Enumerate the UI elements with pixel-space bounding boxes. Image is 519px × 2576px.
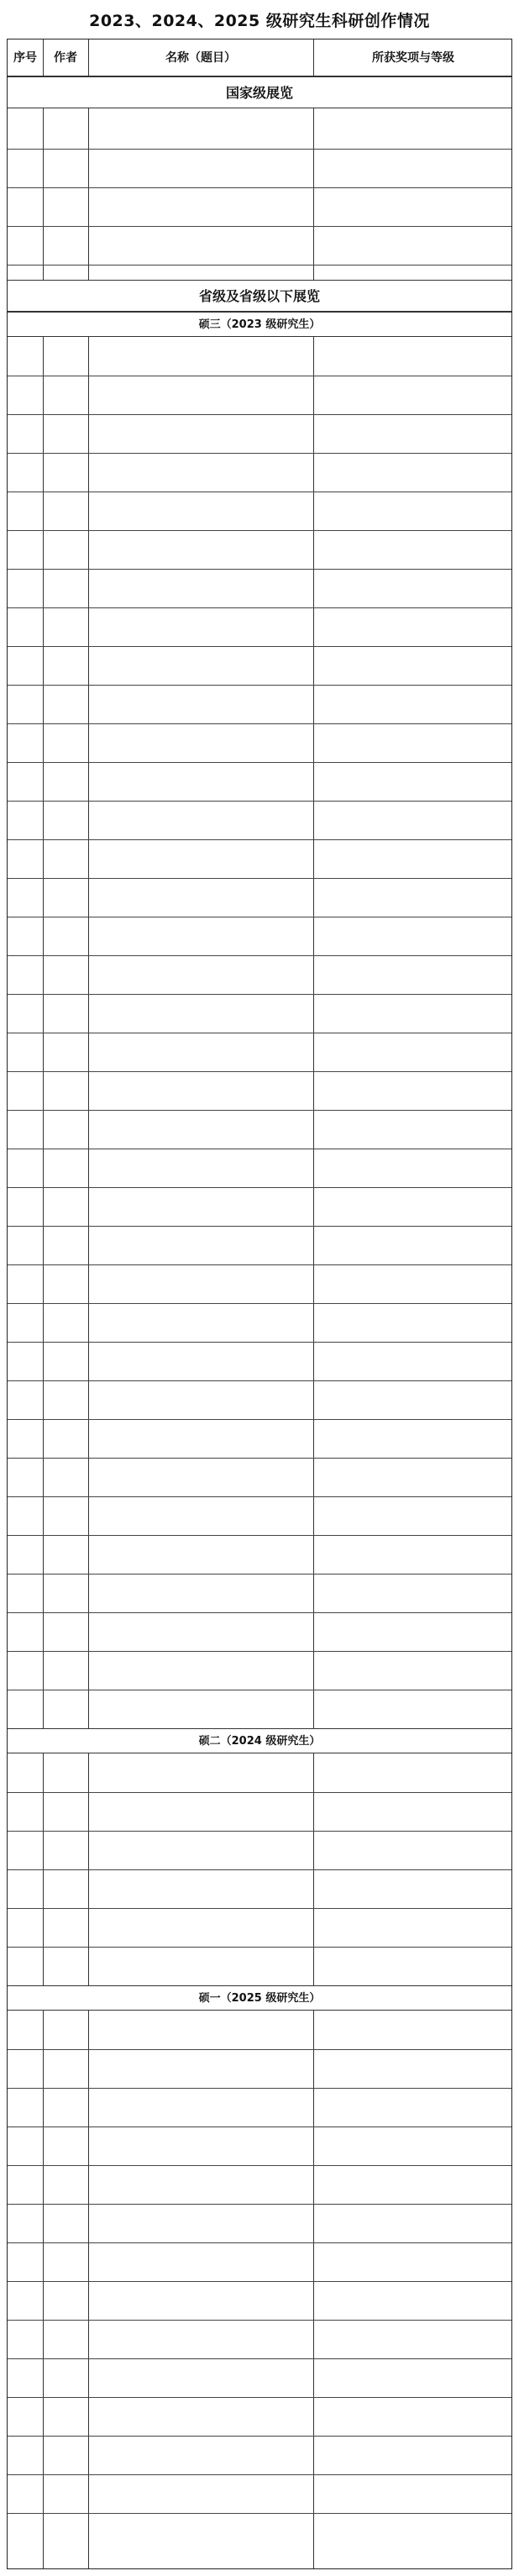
table-header — [8, 39, 511, 76]
subsection-grade-2025: 硕一（2025 级研究生） — [8, 1985, 511, 2011]
row-separator — [8, 1071, 511, 1072]
row-separator — [8, 2320, 511, 2321]
row-separator — [8, 1187, 511, 1188]
row-separator — [8, 226, 511, 227]
section-provincial: 省级及省级以下展览 — [8, 280, 511, 312]
row-separator — [8, 453, 511, 454]
row-separator — [8, 801, 511, 802]
row-separator — [8, 530, 511, 531]
row-separator — [8, 1869, 511, 1870]
column-header-name: 名称（题目） — [165, 51, 236, 65]
subsection-grade-2024: 硕二（2024 级研究生） — [8, 1728, 511, 1753]
column-header-no: 序号 — [13, 51, 37, 65]
section-national: 国家级展览 — [8, 76, 511, 108]
row-separator — [8, 1458, 511, 1459]
row-separator — [8, 1380, 511, 1381]
row-separator — [8, 1535, 511, 1536]
row-separator — [8, 2165, 511, 2166]
row-separator — [8, 685, 511, 686]
row-separator — [8, 2513, 511, 2514]
row-separator — [8, 2049, 511, 2050]
row-separator — [8, 1908, 511, 1909]
row-separator — [8, 2474, 511, 2475]
subsection-grade-2023: 硕三（2023 级研究生） — [8, 312, 511, 337]
row-separator — [8, 1496, 511, 1497]
row-separator — [8, 2242, 511, 2243]
column-header-award: 所获奖项与等级 — [372, 51, 454, 65]
row-separator — [8, 762, 511, 763]
column-divider — [43, 39, 44, 2568]
row-separator — [8, 878, 511, 879]
row-separator — [8, 1419, 511, 1420]
row-separator — [8, 1342, 511, 1343]
page-bottom-margin — [0, 2571, 519, 2576]
row-separator — [8, 646, 511, 647]
row-separator — [8, 1792, 511, 1793]
row-separator — [8, 149, 511, 150]
row-separator — [8, 1947, 511, 1948]
row-separator — [8, 2281, 511, 2282]
row-separator — [8, 839, 511, 840]
column-header-author: 作者 — [54, 51, 77, 65]
row-separator — [8, 2358, 511, 2359]
row-separator — [8, 955, 511, 956]
row-separator — [8, 1226, 511, 1227]
document-title: 2023、2024、2025 级研究生科研创作情况 — [89, 12, 430, 30]
row-separator — [8, 1831, 511, 1832]
row-separator — [8, 187, 511, 188]
row-separator — [8, 414, 511, 415]
row-separator — [8, 994, 511, 995]
row-separator — [8, 1264, 511, 1265]
row-separator — [8, 607, 511, 608]
row-separator — [8, 2204, 511, 2205]
row-separator — [8, 1110, 511, 1111]
row-separator — [8, 1574, 511, 1575]
column-divider — [88, 39, 89, 2568]
column-divider — [313, 39, 314, 2568]
row-separator — [8, 723, 511, 724]
row-separator — [8, 1651, 511, 1652]
row-separator — [8, 1303, 511, 1304]
row-separator — [8, 2088, 511, 2089]
row-separator — [8, 2436, 511, 2437]
row-separator — [8, 569, 511, 570]
achievements-table — [7, 39, 512, 2569]
row-separator — [8, 1612, 511, 1613]
row-separator — [8, 2397, 511, 2398]
